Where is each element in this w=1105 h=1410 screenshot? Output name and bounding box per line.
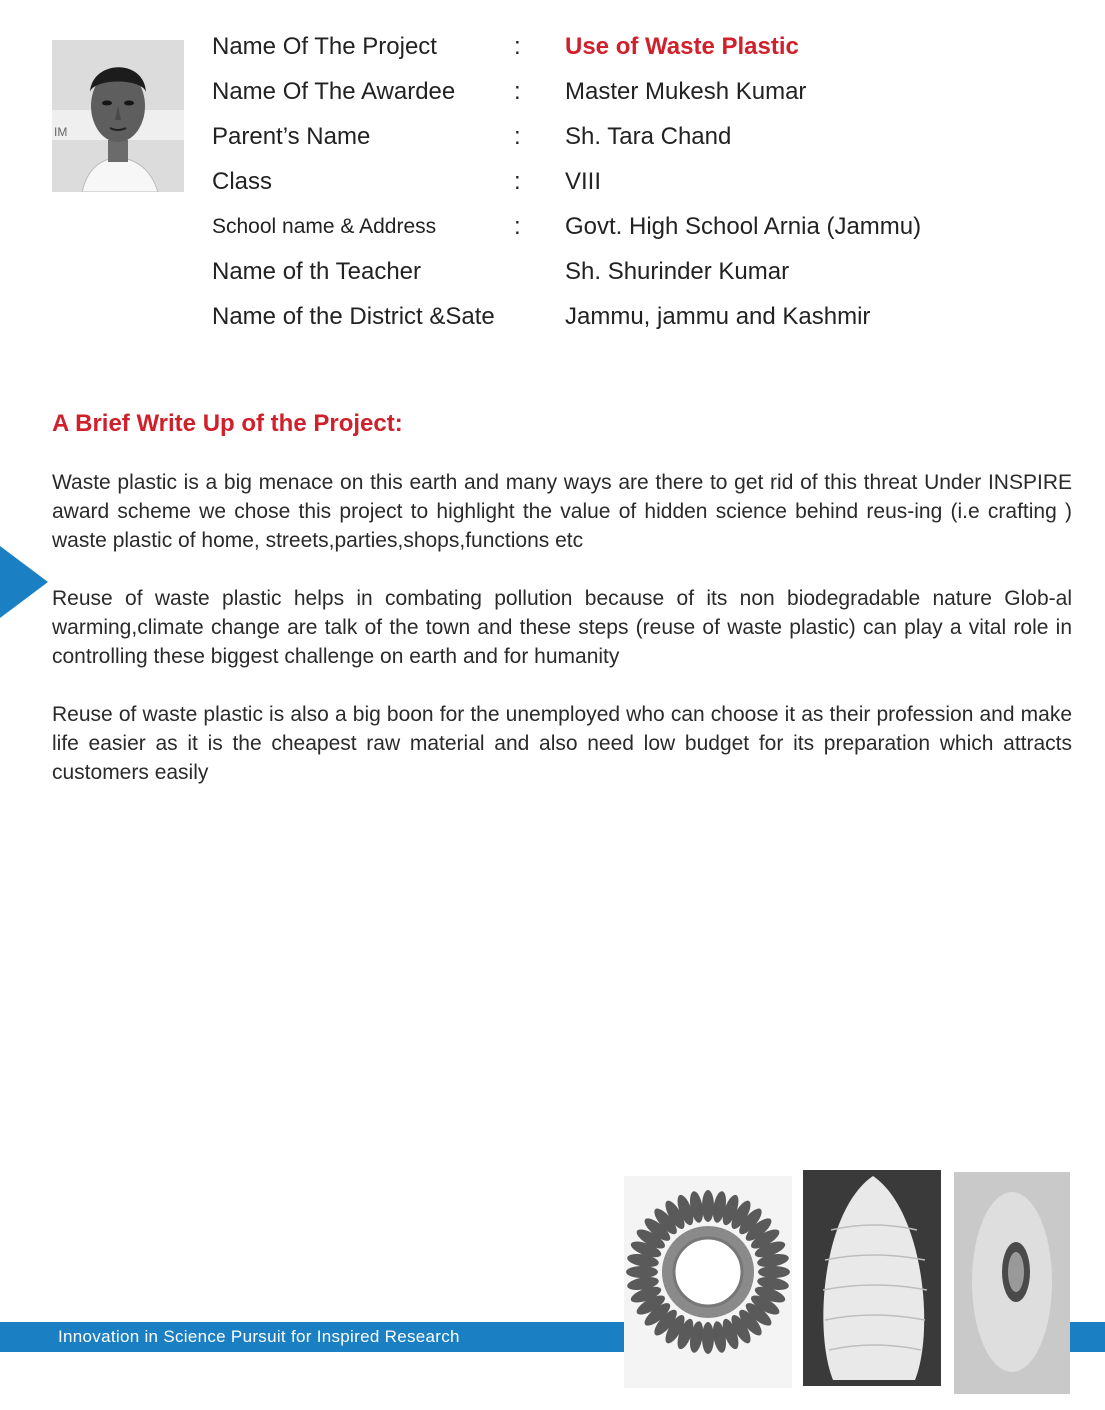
awardee-photo [52, 40, 184, 192]
arrow-marker-icon [0, 546, 48, 618]
detail-label: Name of th Teacher [212, 258, 422, 285]
flower-petal [758, 1266, 790, 1278]
footer-bar [0, 1322, 625, 1352]
project-photo-craft [954, 1172, 1070, 1394]
detail-row-class [212, 159, 1052, 204]
detail-separator: : [514, 33, 521, 60]
detail-separator: : [514, 78, 521, 105]
detail-value: Jammu, jammu and Kashmir [565, 303, 871, 330]
flower-petal [702, 1322, 714, 1354]
detail-value: Master Mukesh Kumar [565, 78, 807, 105]
detail-separator: : [514, 213, 521, 240]
awardee-details [212, 24, 1052, 339]
detail-row-teacher [212, 249, 1052, 294]
flower-petal [702, 1190, 714, 1222]
project-name: Use of Waste Plastic [565, 33, 799, 60]
detail-row-school [212, 204, 1052, 249]
detail-value: VIII [565, 168, 602, 195]
detail-separator: : [514, 123, 521, 150]
detail-label: Class [212, 168, 273, 195]
detail-row-awardee [212, 69, 1052, 114]
detail-row-project [212, 24, 1052, 69]
detail-label: Name Of The Awardee [212, 78, 456, 105]
writeup-heading: A Brief Write Up of the Project: [52, 410, 403, 437]
writeup-paragraph: Reuse of waste plastic helps in combating pollution because of its non biodegradable nature Glob-al warming,climate change are talk of the town and these steps (reuse of waste plastic) can play a vital role in controlling these biggest challenge on earth and for humanity [52, 587, 1072, 668]
flower-petal [626, 1266, 658, 1278]
detail-row-district [212, 294, 1052, 339]
writeup-paragraph: Reuse of waste plastic is also a big boon for the unemployed who can choose it as their profession and make life easier as it is the cheapest raw material and also need low budget for its preparation which attracts customers easily [52, 703, 1072, 784]
footer-tagline: Innovation in Science Pursuit for Inspired Research [58, 1327, 460, 1346]
detail-separator: : [514, 168, 521, 195]
project-photo-flower [624, 1176, 792, 1388]
writeup-body [52, 468, 1072, 816]
project-photo-vase [803, 1170, 941, 1386]
detail-label: Parent’s Name [212, 123, 371, 150]
detail-value: Sh. Tara Chand [565, 123, 732, 150]
writeup-paragraph: Waste plastic is a big menace on this earth and many ways are there to get rid of this threat Under INSPIRE award scheme we chose this project to highlight the value of hidden science behind reus-ing (i.e crafting ) waste plastic of home, streets,parties,shops,functions etc [52, 471, 1072, 552]
detail-row-parent [212, 114, 1052, 159]
detail-value: Govt. High School Arnia (Jammu) [565, 213, 922, 240]
detail-label: Name Of The Project [212, 33, 437, 60]
detail-label: School name & Address [212, 215, 437, 238]
footer-bar-end [1068, 1322, 1105, 1352]
detail-value: Sh. Shurinder Kumar [565, 258, 790, 285]
detail-label: Name of the District &Sate [212, 303, 495, 330]
photo-caption: IM [54, 125, 68, 139]
